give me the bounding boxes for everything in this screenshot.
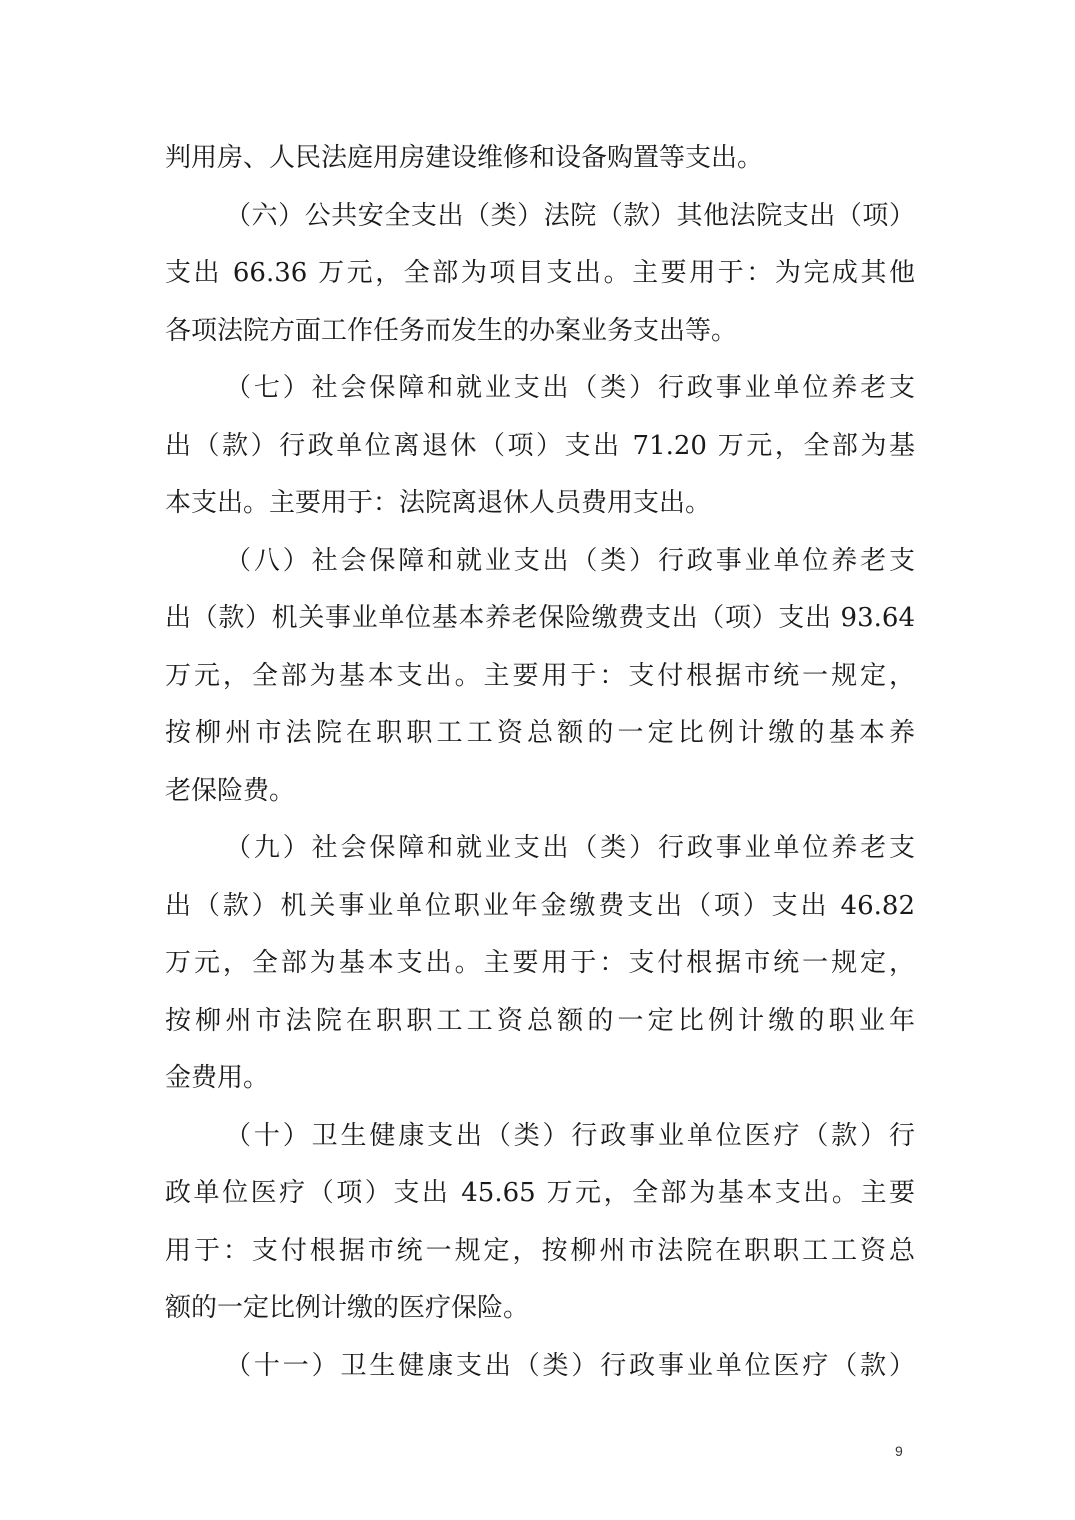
text-line: （九）社会保障和就业支出（类）行政事业单位养老支 bbox=[225, 833, 915, 863]
text-line: 出（款）机关事业单位职业年金缴费支出（项）支出 46.82 bbox=[165, 890, 915, 921]
text-line: （十一）卫生健康支出（类）行政事业单位医疗（款） bbox=[225, 1350, 915, 1381]
text-line: 额的一定比例计缴的医疗保险。 bbox=[165, 1293, 530, 1323]
text-line: 按柳州市法院在职职工工资总额的一定比例计缴的基本养 bbox=[165, 718, 915, 748]
text-line: 政单位医疗（项）支出 45.65 万元，全部为基本支出。主要 bbox=[165, 1178, 915, 1208]
text-line: 各项法院方面工作任务而发生的办案业务支出等。 bbox=[165, 315, 738, 346]
text-line: 老保险费。 bbox=[165, 775, 296, 806]
text-line: （八）社会保障和就业支出（类）行政事业单位养老支 bbox=[225, 545, 915, 576]
text-line: 判用房、人民法庭用房建设维修和设备购置等支出。 bbox=[165, 143, 764, 173]
text-line: 金费用。 bbox=[165, 1063, 270, 1093]
text-line: 万元，全部为基本支出。主要用于：支付根据市统一规定， bbox=[165, 660, 915, 691]
page-number: 9 bbox=[895, 1443, 903, 1459]
text-line: （七）社会保障和就业支出（类）行政事业单位养老支 bbox=[225, 373, 915, 403]
text-line: 用于：支付根据市统一规定，按柳州市法院在职职工工资总 bbox=[165, 1235, 915, 1266]
text-line: 本支出。主要用于：法院离退休人员费用支出。 bbox=[165, 488, 712, 518]
text-line: 万元，全部为基本支出。主要用于：支付根据市统一规定， bbox=[165, 948, 915, 978]
text-line: （十）卫生健康支出（类）行政事业单位医疗（款）行 bbox=[225, 1120, 915, 1151]
text-line: 支出 66.36 万元，全部为项目支出。主要用于：为完成其他 bbox=[165, 258, 915, 288]
text-line: 出（款）行政单位离退休（项）支出 71.20 万元，全部为基 bbox=[165, 430, 915, 461]
text-line: 出（款）机关事业单位基本养老保险缴费支出（项）支出 93.64 bbox=[165, 603, 915, 633]
text-line: 按柳州市法院在职职工工资总额的一定比例计缴的职业年 bbox=[165, 1005, 915, 1036]
text-line: （六）公共安全支出（类）法院（款）其他法院支出（项） bbox=[225, 200, 915, 231]
document-body bbox=[165, 130, 915, 1395]
